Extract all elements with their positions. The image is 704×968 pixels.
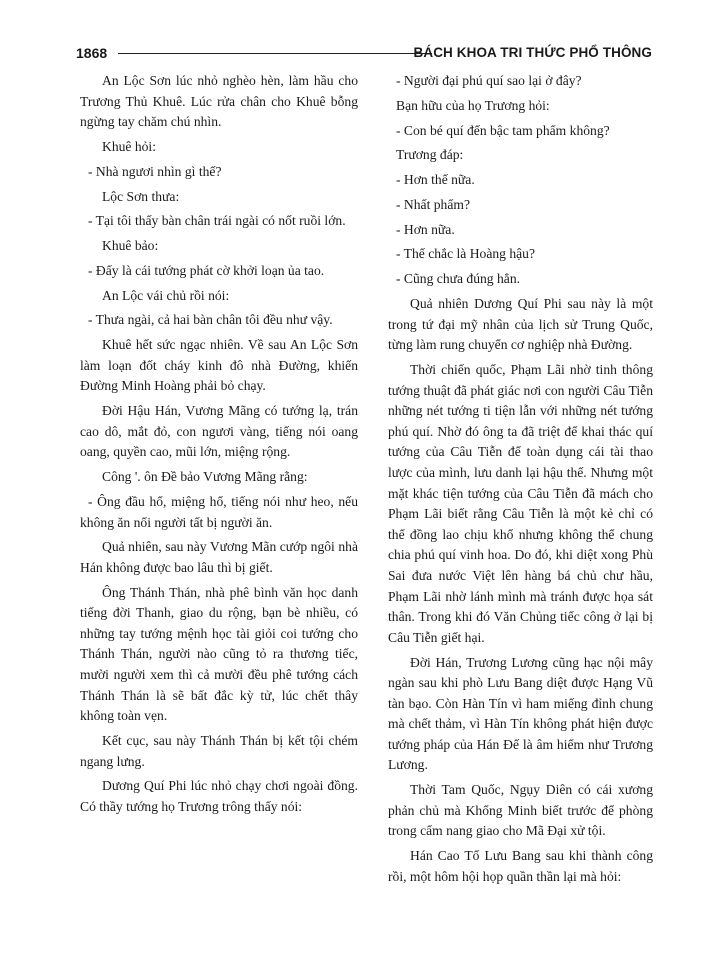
paragraph: Đời Hậu Hán, Vương Mãng có tướng lạ, trán cao dô, mắt đỏ, con ngươi vàng, tiếng nói oang oang, quyền cao, mũi lớn, miệng rộng.: [80, 403, 358, 460]
dialogue-line: - Cũng chưa đúng hẳn.: [396, 271, 521, 287]
paragraph: Khuê hỏi:: [102, 138, 156, 154]
dialogue-line: - Ông đầu hổ, miệng hổ, tiếng nói như heo, nếu không ăn nổi người tất bị người ăn.: [80, 493, 358, 530]
paragraph: Khuê hết sức ngạc nhiên. Về sau An Lộc Sơn làm loạn đốt cháy kinh đô nhà Đường, khiến Đường Minh Hoàng phải bỏ chạy.: [80, 337, 358, 394]
dialogue-line: - Người đại phú quí sao lại ở đây?: [396, 73, 582, 88]
paragraph: An Lộc Sơn lúc nhỏ nghèo hèn, làm hầu cho Trương Thủ Khuê. Lúc rửa chân cho Khuê bỗng ngừng tay chăm chú nhìn.: [80, 73, 358, 130]
paragraph: Hán Cao Tổ Lưu Bang sau khi thành công rồi, một hôm hội họp quần thần lại mà hỏi:: [388, 848, 653, 884]
right-column: [388, 71, 653, 892]
left-column: [80, 71, 358, 822]
dialogue-line: - Hơn nữa.: [396, 221, 455, 237]
dialogue-line: - Nhất phẩm?: [396, 196, 470, 212]
paragraph: Thời chiến quốc, Phạm Lãi nhờ tinh thông tướng thuật đã phát giác nơi con người Câu Tiễn những nét tướng ti tiện lẫn với những nét tướng phú quí. Nhờ đó ông ta đã triệt để khai thác quí tướng của Câu Tiễn để toàn dụng cái tài thao lược của mình, lưu danh lại hậu thế. Nhưng một mặt khác tiện tướng của Câu Tiễn đã mách cho Phạm Lãi biết rằng Câu Tiễn là một kẻ chỉ có thể đồng lao chịu khổ nhưng không thể chung chia phú quí vinh hoa. Do đó, khi diệt xong Phù Sai đưa nước Việt lên hàng bá chủ chư hầu, Phạm Lãi nhờ lánh mình mà tránh được họa sát thân. Trong khi đó Văn Chủng tiếc công ở lại bị Câu Tiễn giết hại.: [388, 362, 653, 645]
dialogue-line: - Đấy là cái tướng phát cờ khởi loạn ủa tao.: [88, 262, 325, 278]
paragraph: Thời Tam Quốc, Ngụy Diên có cái xương phản chủ mà Khổng Minh biết trước để phòng trong cẩm nang giao cho Mã Đại xử tội.: [388, 782, 653, 839]
paragraph: An Lộc vái chủ rồi nói:: [102, 287, 230, 303]
dialogue-line: - Con bé quí đến bậc tam phẩm không?: [396, 122, 610, 138]
dialogue-line: - Hơn thế nữa.: [396, 172, 475, 188]
header-rule: [118, 53, 432, 54]
paragraph: Quả nhiên Dương Quí Phi sau này là một trong tứ đại mỹ nhân của lịch sử Trung Quốc, từng làm rung chuyển cơ nghiệp nhà Đường.: [388, 296, 653, 353]
paragraph: Công '. ôn Đề bảo Vương Mãng rằng:: [102, 469, 308, 485]
paragraph: Quả nhiên, sau này Vương Mãn cướp ngôi nhà Hán không được bao lâu thì bị giết.: [80, 539, 358, 575]
paragraph: Trương đáp:: [396, 147, 464, 163]
paragraph: Bạn hữu của họ Trương hỏi:: [396, 97, 550, 113]
paragraph: Kết cục, sau này Thánh Thán bị kết tội chém ngang lưng.: [80, 733, 358, 769]
page-number: 1868: [76, 45, 108, 61]
paragraph: Lộc Sơn thưa:: [102, 188, 180, 204]
running-title: BÁCH KHOA TRI THỨC PHỔ THÔNG: [413, 45, 652, 60]
paragraph: Đời Hán, Trương Lương cũng hạc nội mây ngàn sau khi phò Lưu Bang diệt được Hạng Vũ tàn bạo. Còn Hàn Tín vì ham miếng đỉnh chung mà chết thảm, vì Hàn Tín không phát hiện được tướng pháp của Hán Đế là âm hiểm như Trương Lương.: [388, 654, 653, 773]
paragraph: Dương Quí Phi lúc nhỏ chạy chơi ngoài đồng. Có thầy tướng họ Trương trông thấy nói:: [80, 778, 358, 814]
page-header: [76, 44, 652, 64]
paragraph: Khuê bảo:: [102, 238, 159, 254]
dialogue-line: - Nhà ngươi nhìn gì thế?: [88, 163, 222, 179]
dialogue-line: - Thế chắc là Hoàng hậu?: [396, 246, 536, 262]
dialogue-line: - Tại tôi thấy bàn chân trái ngài có nốt ruồi lớn.: [88, 213, 346, 229]
dialogue-line: - Thưa ngài, cả hai bàn chân tôi đều như vậy.: [88, 312, 333, 328]
paragraph: Ông Thánh Thán, nhà phê bình văn học danh tiếng đời Thanh, giao du rộng, bạn bè nhiều, có những tay tướng mệnh học tài giỏi coi tướng cho Thánh Thán, người nào cũng tỏ ra thương tiếc, mười người xem thì cả mười đều phê tướng cách Thánh Thán là sẽ bất đắc kỳ tử, lúc chết thây không toàn vẹn.: [80, 584, 358, 724]
